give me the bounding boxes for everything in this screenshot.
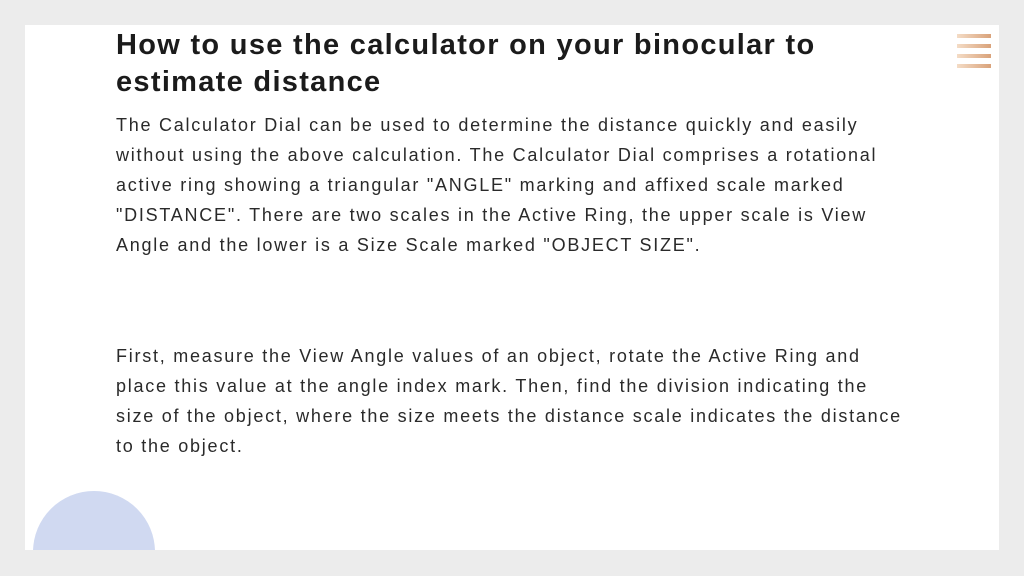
paragraph-calculator-dial: The Calculator Dial can be used to determine the distance quickly and easily without using the above calculation. The Calculator Dial comprises a rotational active ring showing a triangular "ANGLE" marking and affixed scale marked "DISTANCE". There are two scales in the Active Ring, the upper scale is View Angle and the lower is a Size Scale marked "OBJECT SIZE". [116,115,878,255]
menu-bar [957,64,991,68]
menu-bar [957,54,991,58]
decorative-circle [33,491,155,550]
hamburger-menu-icon[interactable] [957,34,991,68]
paragraph-instructions: First, measure the View Angle values of an object, rotate the Active Ring and place this value at the angle index mark. Then, find the division indicating the size of the object, where the size meets the distance scale indicates the distance to the object. [116,346,902,456]
slide [25,25,999,550]
slide-title: How to use the calculator on your binocular to estimate distance [116,29,816,98]
menu-bar [957,34,991,38]
menu-bar [957,44,991,48]
